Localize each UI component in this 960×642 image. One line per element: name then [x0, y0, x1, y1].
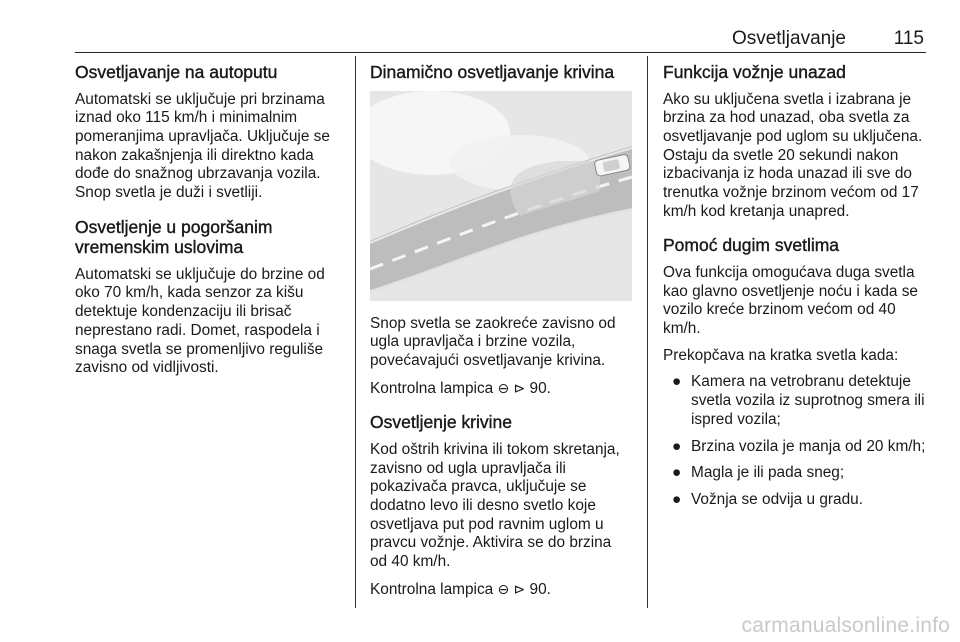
column-middle — [370, 62, 632, 607]
reference-page: 90. — [529, 580, 551, 598]
list-item — [663, 491, 928, 510]
paragraph: Kod oštrih krivina ili tokom skretanja, zavisno od ugla upravljača ili pokazivača pravca, uključuje se dodatno levo ili desno svetlo koje osvetljava put pod ravnim uglom u pravcu vožnje. Aktivira se do brzina od 40 km/h. — [370, 440, 620, 571]
watermark: carmanualsonline.info — [741, 614, 950, 637]
heading-dynamic-curve-lighting: Dinamično osvetljavanje krivina — [370, 62, 615, 82]
heading-highway-lighting: Osvetljavanje na autoputu — [75, 62, 278, 82]
list-item-text: Brzina vozila je manja od 20 km/h; — [691, 437, 926, 455]
list-item-text: Vožnja se odvija u gradu. — [691, 490, 863, 508]
column-divider — [647, 56, 648, 608]
heading-high-beam-assist: Pomoć dugim svetlima — [663, 235, 840, 256]
cross-reference — [370, 379, 632, 399]
curve-lighting-illustration — [370, 91, 632, 301]
heading-bad-weather-lighting: Osvetljenje u pogoršanim vremenskim uslovima — [75, 216, 273, 258]
column-right — [663, 62, 928, 518]
paragraph: Ova funkcija omogućava duga svetla kao glavno osvetljenje noću i kada se vozilo kreće brzinom većom od 40 km/h. — [663, 263, 918, 338]
paragraph: Prekopčava na kratka svetla kada: — [663, 346, 899, 364]
page-header — [75, 22, 926, 53]
section-title: Osvetljavanje — [731, 28, 846, 49]
cross-reference — [370, 580, 632, 600]
column-divider — [355, 56, 356, 608]
list-item — [663, 438, 928, 457]
reference-text: Kontrolna lampica — [370, 580, 494, 598]
page-number: 115 — [893, 28, 924, 49]
list-item — [663, 464, 928, 483]
column-left — [75, 62, 347, 386]
paragraph: Automatski se uključuje pri brzinama iznad oko 115 km/h i minimalnim pomeranjima upravljača. Uključuje se nakon zakašnjenja ili direktno kada dođe do snažnog ubrzavanja vozila. Snop svetla je duži i svetliji. — [75, 90, 330, 202]
page-reference-arrow-icon: ⊳ — [513, 580, 526, 597]
list-item-text: Magla je ili pada sneg; — [691, 464, 845, 482]
list-item-text: Kamera na vetrobranu detektuje svetla vozila iz suprotnog smera ili ispred vozila; — [691, 373, 925, 428]
curve-light-lamp-icon: ⊖ — [497, 580, 510, 597]
bullet-list — [663, 373, 928, 509]
paragraph: Snop svetla se zaokreće zavisno od ugla upravljača i brzine vozila, povećavajući osvetljavanje krivina. — [370, 314, 616, 369]
page-reference-arrow-icon: ⊳ — [513, 379, 526, 396]
bullet-icon: ● — [672, 464, 682, 482]
curve-light-lamp-icon: ⊖ — [497, 379, 510, 396]
paragraph: Automatski se uključuje do brzine od oko 70 km/h, kada senzor za kišu detektuje kondenzaciju ili brisač neprestano radi. Domet, raspodela i snaga svetla se promenljivo reguliše zavisno od vidljivosti. — [75, 265, 325, 377]
reference-text: Kontrolna lampica — [370, 379, 494, 397]
reference-page: 90. — [529, 379, 551, 397]
heading-cornering-light: Osvetljenje krivine — [370, 412, 512, 433]
list-item — [663, 373, 928, 429]
paragraph: Ako su uključena svetla i izabrana je brzina za hod unazad, oba svetla za osvetljavanje pod uglom su uključena. Ostaju da svetle 20 sekundi nakon izbacivanja iz hoda unazad ili sve do trenutka vožnje brzinom većom od 17 km/h kod kretanja unapred. — [663, 90, 923, 220]
bullet-icon: ● — [672, 490, 682, 508]
bullet-icon: ● — [672, 373, 682, 391]
heading-reverse-function: Funkcija vožnje unazad — [663, 62, 846, 82]
bullet-icon: ● — [672, 437, 682, 455]
